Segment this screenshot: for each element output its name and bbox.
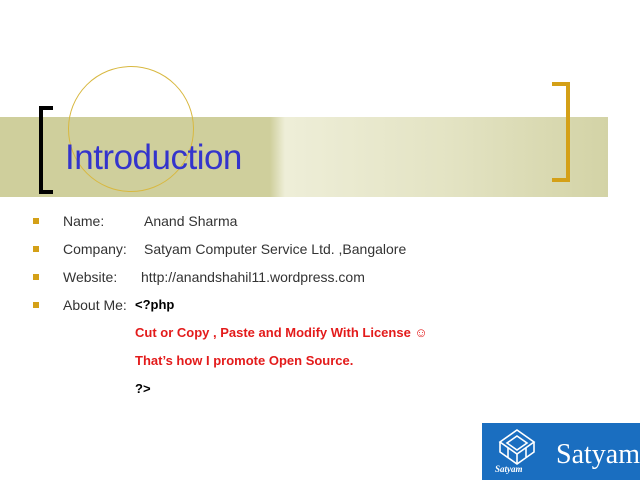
bullet-square-icon — [33, 302, 39, 308]
bullet-square-icon — [33, 274, 39, 280]
bullet-square-icon — [33, 246, 39, 252]
item-label: Website: — [63, 269, 118, 285]
item-label: About Me: — [63, 297, 127, 313]
code-line-license: Cut or Copy , Paste and Modify With License ☺ — [135, 325, 428, 340]
item-label: Name: — [63, 213, 105, 229]
logo-name: Satyam — [556, 439, 640, 470]
bullet-square-icon — [33, 218, 39, 224]
left-bracket-decoration — [39, 106, 53, 194]
php-open-tag: <?php — [135, 297, 175, 312]
satyam-emblem-icon — [494, 428, 540, 466]
satyam-logo — [482, 423, 640, 480]
item-value: Satyam Computer Service Ltd. ,Bangalore — [144, 241, 407, 257]
slide-title: Introduction — [65, 138, 242, 177]
code-line-open-source: That’s how I promote Open Source. — [135, 353, 354, 368]
item-value: Anand Sharma — [144, 213, 238, 229]
logo-small-text: Satyam — [495, 464, 523, 474]
item-label: Company: — [63, 241, 127, 257]
right-bracket-decoration — [552, 82, 570, 182]
php-close-tag: ?> — [135, 381, 151, 396]
website-link[interactable]: http://anandshahil11.wordpress.com — [141, 269, 365, 285]
